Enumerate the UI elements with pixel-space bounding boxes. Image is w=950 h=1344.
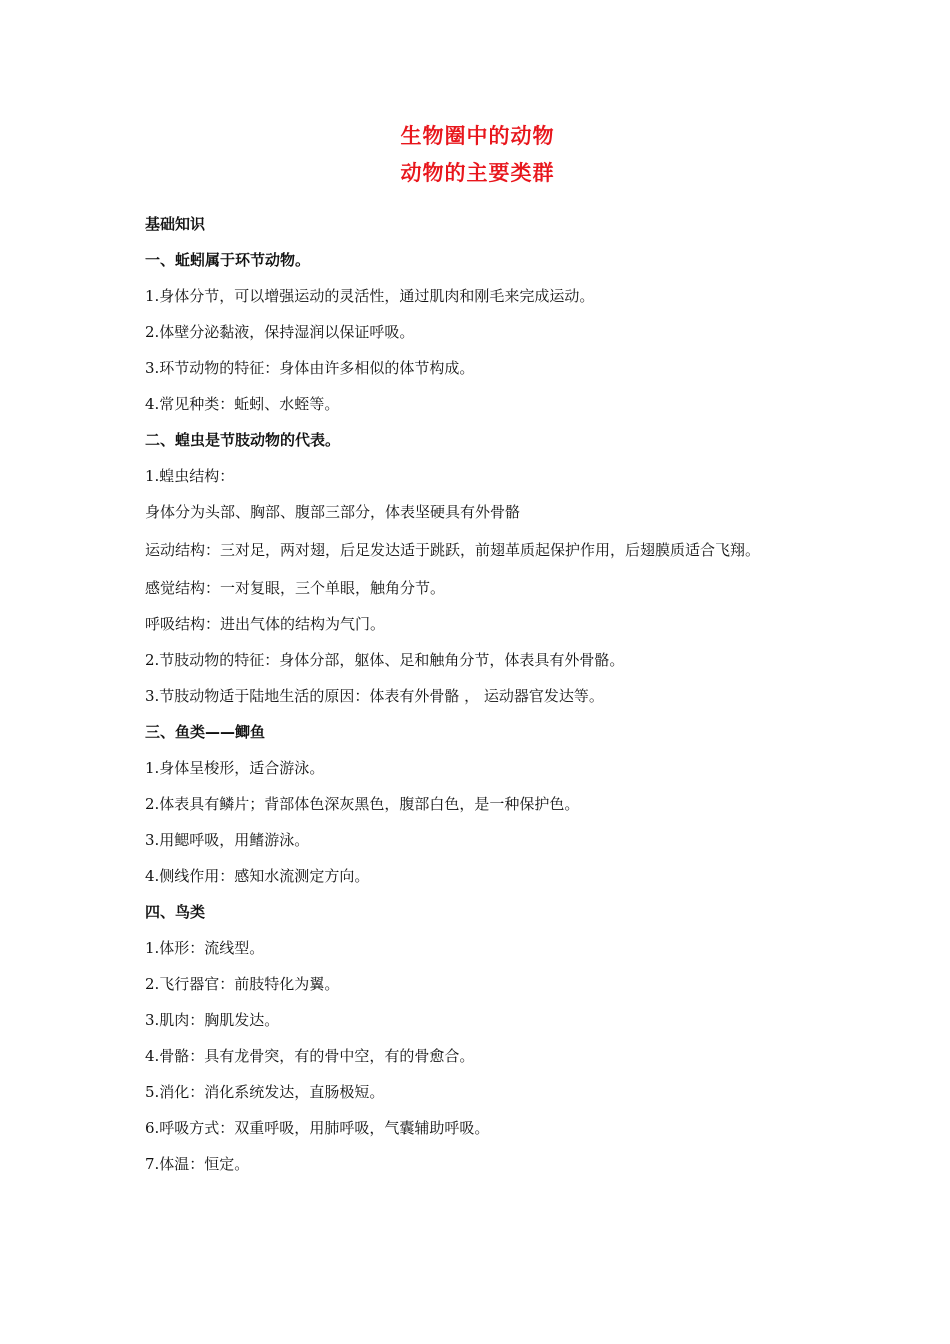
text-line: 6.呼吸方式：双重呼吸，用肺呼吸，气囊辅助呼吸。 [145,1119,490,1137]
text-line: 1.身体呈梭形，适合游泳。 [145,759,325,777]
text-line: 运动结构：三对足，两对翅，后足发达适于跳跃，前翅革质起保护作用，后翅膜质适合飞翔。 [145,541,761,559]
text-line: 4.常见种类：蚯蚓、水蛭等。 [145,395,340,413]
text-line: 1.身体分节，可以增强运动的灵活性，通过肌肉和刚毛来完成运动。 [145,287,595,305]
text-line: 3.用鳃呼吸，用鳍游泳。 [145,831,310,849]
text-line: 3.节肢动物适于陆地生活的原因：体表有外骨骼 ， 运动器官发达等。 [145,687,604,705]
text-line: 2.节肢动物的特征：身体分部，躯体、足和触角分节，体表具有外骨骼。 [145,651,625,669]
text-line: 3.肌肉：胸肌发达。 [145,1011,280,1029]
text-line: 感觉结构：一对复眼，三个单眼，触角分节。 [145,579,446,597]
document-title: 生物圈中的动物 [400,124,555,148]
text-line: 1.体形：流线型。 [145,939,265,957]
text-line: 2.飞行器官：前肢特化为翼。 [145,975,340,993]
text-line: 4.侧线作用：感知水流测定方向。 [145,867,370,885]
section-heading: 三、鱼类——鲫鱼 [145,723,266,741]
text-line: 4.骨骼：具有龙骨突，有的骨中空，有的骨愈合。 [145,1047,475,1065]
text-line: 2.体壁分泌黏液，保持湿润以保证呼吸。 [145,323,415,341]
text-line: 2.体表具有鳞片；背部体色深灰黑色，腹部白色，是一种保护色。 [145,795,580,813]
section-heading: 二、蝗虫是节肢动物的代表。 [145,431,341,449]
text-line: 7.体温：恒定。 [145,1155,250,1173]
text-line: 1.蝗虫结构： [145,467,235,485]
text-line: 5.消化：消化系统发达，直肠极短。 [145,1083,385,1101]
section-heading: 基础知识 [145,215,206,233]
section-heading: 四、鸟类 [145,903,206,921]
text-line: 身体分为头部、胸部、腹部三部分，体表坚硬具有外骨骼 [145,503,521,521]
text-line: 3.环节动物的特征：身体由许多相似的体节构成。 [145,359,475,377]
section-heading: 一、蚯蚓属于环节动物。 [145,251,311,269]
text-line: 呼吸结构：进出气体的结构为气门。 [145,615,386,633]
document-body [145,206,810,1182]
document-subtitle: 动物的主要类群 [400,161,555,185]
